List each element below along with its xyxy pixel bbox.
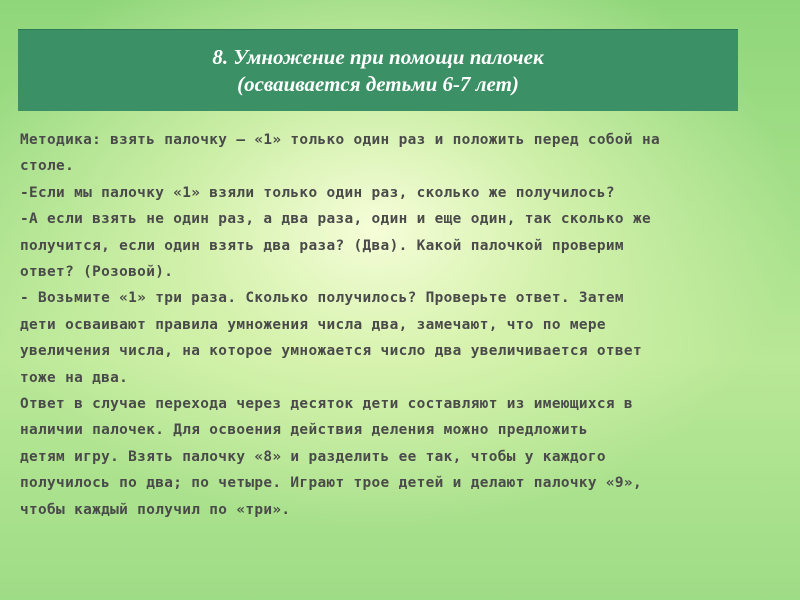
slide-body	[20, 127, 780, 523]
body-line: столе.	[20, 158, 75, 175]
body-line: получится, если один взять два раза? (Два). Какой палочкой проверим	[20, 237, 624, 254]
body-line: - Возьмите «1» три раза. Сколько получилось? Проверьте ответ. Затем	[20, 290, 624, 307]
body-line: детям игру. Взять палочку «8» и разделить ее так, чтобы у каждого	[20, 448, 606, 465]
body-line: Ответ в случае перехода через десяток дети составляют из имеющихся в	[20, 396, 633, 413]
body-line: дети осваивают правила умножения числа два, замечают, что по мере	[20, 316, 606, 333]
slide-title-line-2: (осваивается детьми 6-7 лет)	[237, 71, 519, 96]
body-line: -Если мы палочку «1» взяли только один раз, сколько же получилось?	[20, 184, 615, 201]
title-banner	[18, 29, 738, 111]
body-line: получилось по два; по четыре. Играют трое детей и делают палочку «9»,	[20, 475, 642, 492]
body-line: Методика: взять палочку – «1» только один раз и положить перед собой на	[20, 132, 660, 148]
body-line: наличии палочек. Для освоения действия деления можно предложить	[20, 422, 588, 439]
body-line: -А если взять не один раз, а два раза, один и еще один, так сколько же	[20, 211, 651, 228]
body-line: ответ? (Розовой).	[20, 264, 174, 281]
body-line: тоже на два.	[20, 369, 129, 386]
body-line: увеличения числа, на которое умножается число два увеличивается ответ	[20, 343, 642, 360]
slide-title-line-1: 8. Умножение при помощи палочек	[212, 44, 544, 69]
body-line: чтобы каждый получил по «три».	[20, 501, 291, 518]
